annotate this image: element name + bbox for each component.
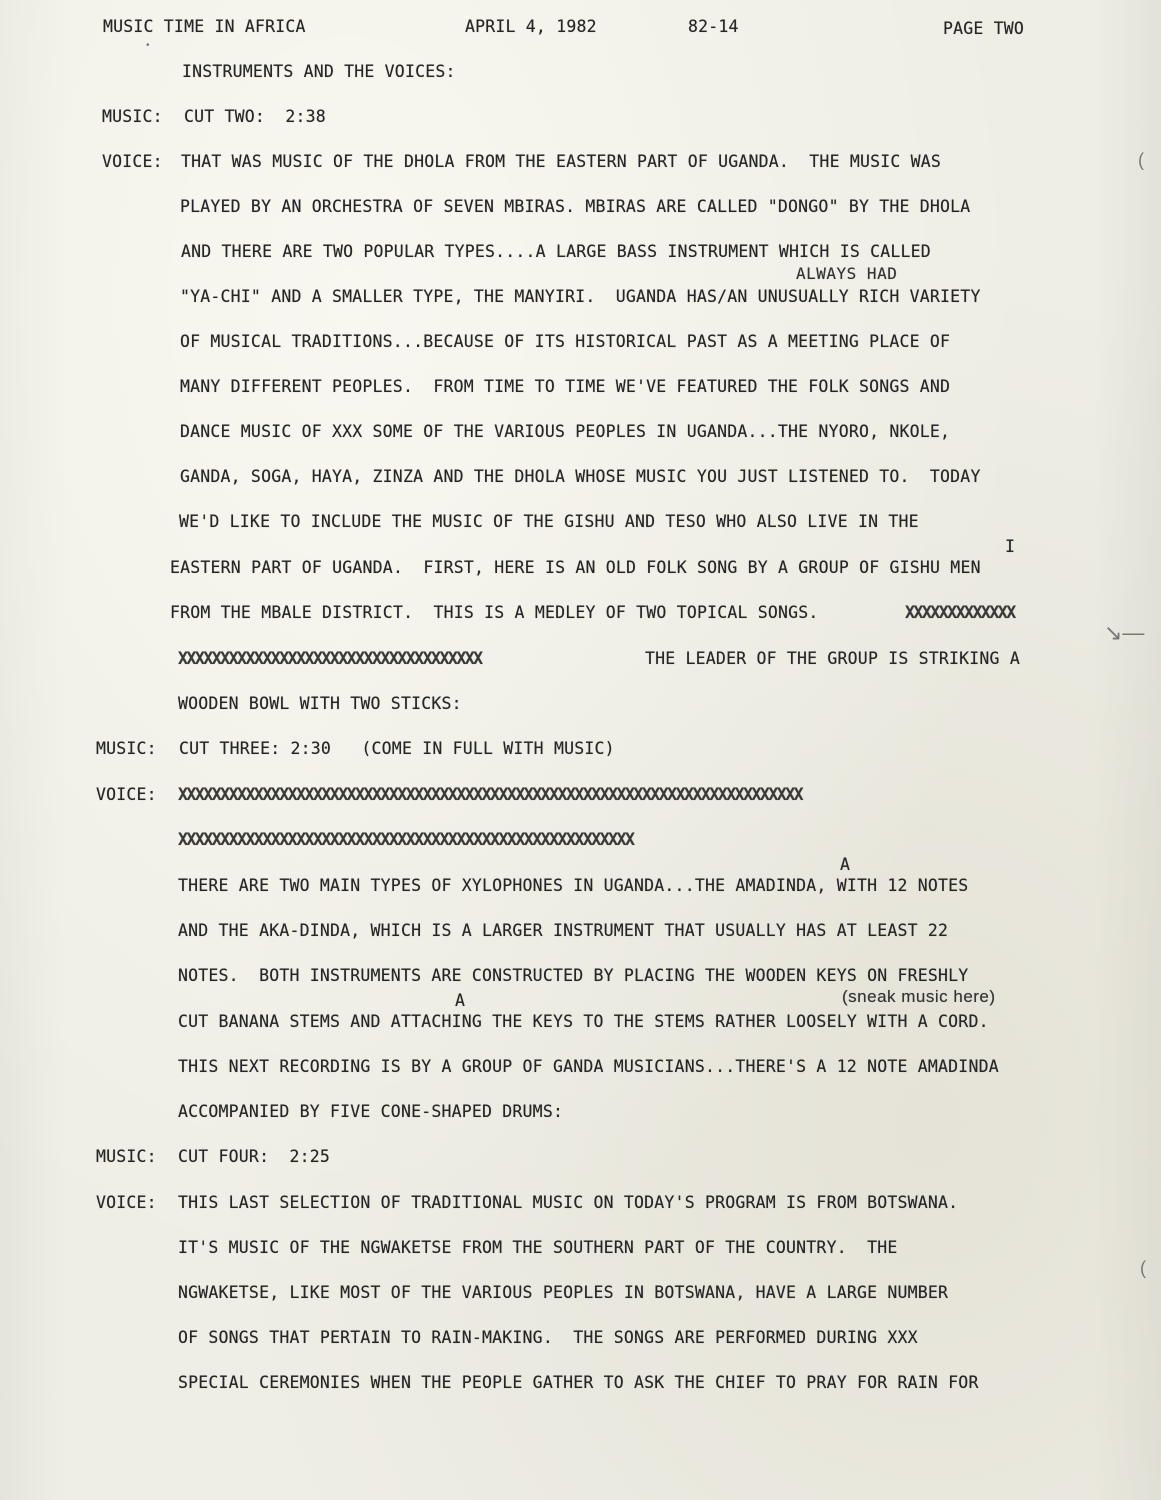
- script-line: CUT FOUR: 2:25: [178, 1147, 331, 1166]
- struck-out-text: XXXXXXXXXXXXX: [905, 603, 1015, 622]
- cue-label: MUSIC:: [96, 739, 157, 758]
- script-line: ACCOMPANIED BY FIVE CONE-SHAPED DRUMS:: [178, 1102, 564, 1121]
- script-line: FROM THE MBALE DISTRICT. THIS IS A MEDLEY OF TWO TOPICAL SONGS.: [170, 603, 819, 622]
- cue-label: VOICE:: [96, 785, 157, 804]
- cue-label: VOICE:: [102, 152, 163, 171]
- script-line: CUT BANANA STEMS AND ATTACHING THE KEYS TO THE STEMS RATHER LOOSELY WITH A CORD.: [178, 1012, 989, 1031]
- handwritten-insertion: ALWAYS HAD: [796, 264, 898, 283]
- handwritten-insertion: A: [455, 991, 466, 1010]
- script-line: GANDA, SOGA, HAYA, ZINZA AND THE DHOLA WHOSE MUSIC YOU JUST LISTENED TO. TODAY: [180, 467, 981, 486]
- script-line: PLAYED BY AN ORCHESTRA OF SEVEN MBIRAS. MBIRAS ARE CALLED "DONGO" BY THE DHOLA: [180, 197, 971, 216]
- script-line: THERE ARE TWO MAIN TYPES OF XYLOPHONES IN UGANDA...THE AMADINDA, WITH 12 NOTES: [178, 876, 969, 895]
- script-line: DANCE MUSIC OF XXX SOME OF THE VARIOUS PEOPLES IN UGANDA...THE NYORO, NKOLE,: [180, 422, 951, 441]
- script-line: THAT WAS MUSIC OF THE DHOLA FROM THE EASTERN PART OF UGANDA. THE MUSIC WAS: [181, 152, 942, 171]
- script-line: CUT THREE: 2:30 (COME IN FULL WITH MUSIC): [179, 739, 615, 758]
- script-line: AND THE AKA-DINDA, WHICH IS A LARGER INSTRUMENT THAT USUALLY HAS AT LEAST 22: [178, 921, 949, 940]
- script-line: THIS NEXT RECORDING IS BY A GROUP OF GANDA MUSICIANS...THERE'S A 12 NOTE AMADINDA: [178, 1057, 999, 1076]
- script-line: EASTERN PART OF UGANDA. FIRST, HERE IS AN OLD FOLK SONG BY A GROUP OF GISHU MEN: [170, 558, 981, 577]
- script-line: CUT TWO: 2:38: [184, 107, 326, 126]
- script-line: IT'S MUSIC OF THE NGWAKETSE FROM THE SOUTHERN PART OF THE COUNTRY. THE: [178, 1238, 898, 1257]
- struck-out-text: XXXXXXXXXXXXXXXXXXXXXXXXXXXXXXXXXXXXXXXXXXXXXXXXXXXXXXXXXXXXXXXXXXXXXXXXXX: [178, 785, 803, 804]
- script-line: WE'D LIKE TO INCLUDE THE MUSIC OF THE GISHU AND TESO WHO ALSO LIVE IN THE: [179, 512, 919, 531]
- script-line: MANY DIFFERENT PEOPLES. FROM TIME TO TIME WE'VE FEATURED THE FOLK SONGS AND: [180, 377, 951, 396]
- margin-bracket: (: [1140, 1258, 1146, 1278]
- margin-bracket: (: [1138, 150, 1144, 170]
- script-line: SPECIAL CEREMONIES WHEN THE PEOPLE GATHER TO ASK THE CHIEF TO PRAY FOR RAIN FOR: [178, 1373, 979, 1392]
- struck-out-text: XXXXXXXXXXXXXXXXXXXXXXXXXXXXXXXXXXXX: [178, 649, 482, 668]
- cue-label: VOICE:: [96, 1193, 157, 1212]
- script-line: "YA-CHI" AND A SMALLER TYPE, THE MANYIRI. UGANDA HAS/AN UNUSUALLY RICH VARIETY: [180, 287, 981, 306]
- margin-arrow: ↘—: [1104, 620, 1145, 645]
- script-line: OF MUSICAL TRADITIONS...BECAUSE OF ITS HISTORICAL PAST AS A MEETING PLACE OF: [180, 332, 951, 351]
- script-line: NGWAKETSE, LIKE MOST OF THE VARIOUS PEOPLES IN BOTSWANA, HAVE A LARGE NUMBER: [178, 1283, 949, 1302]
- stray-dot: •: [146, 40, 150, 51]
- script-line: THE LEADER OF THE GROUP IS STRIKING A: [645, 649, 1020, 668]
- program-title: MUSIC TIME IN AFRICA: [103, 17, 306, 36]
- script-line: NOTES. BOTH INSTRUMENTS ARE CONSTRUCTED BY PLACING THE WOODEN KEYS ON FRESHLY: [178, 966, 969, 985]
- handwritten-note: (sneak music here): [842, 987, 996, 1006]
- handwritten-insertion: A: [840, 855, 851, 874]
- handwritten-insertion: I: [1005, 537, 1016, 556]
- script-line: THIS LAST SELECTION OF TRADITIONAL MUSIC ON TODAY'S PROGRAM IS FROM BOTSWANA.: [178, 1193, 959, 1212]
- page-number: PAGE TWO: [943, 19, 1025, 38]
- cue-label: MUSIC:: [96, 1147, 157, 1166]
- script-line: AND THERE ARE TWO POPULAR TYPES....A LARGE BASS INSTRUMENT WHICH IS CALLED: [181, 242, 931, 261]
- script-line: INSTRUMENTS AND THE VOICES:: [182, 62, 456, 81]
- script-line: WOODEN BOWL WITH TWO STICKS:: [178, 694, 462, 713]
- script-number: 82-14: [688, 17, 739, 36]
- cue-label: MUSIC:: [102, 107, 163, 126]
- struck-out-text: XXXXXXXXXXXXXXXXXXXXXXXXXXXXXXXXXXXXXXXXXXXXXXXXXXXXXX: [178, 830, 634, 849]
- script-line: OF SONGS THAT PERTAIN TO RAIN-MAKING. THE SONGS ARE PERFORMED DURING XXX: [178, 1328, 918, 1347]
- broadcast-date: APRIL 4, 1982: [465, 17, 597, 36]
